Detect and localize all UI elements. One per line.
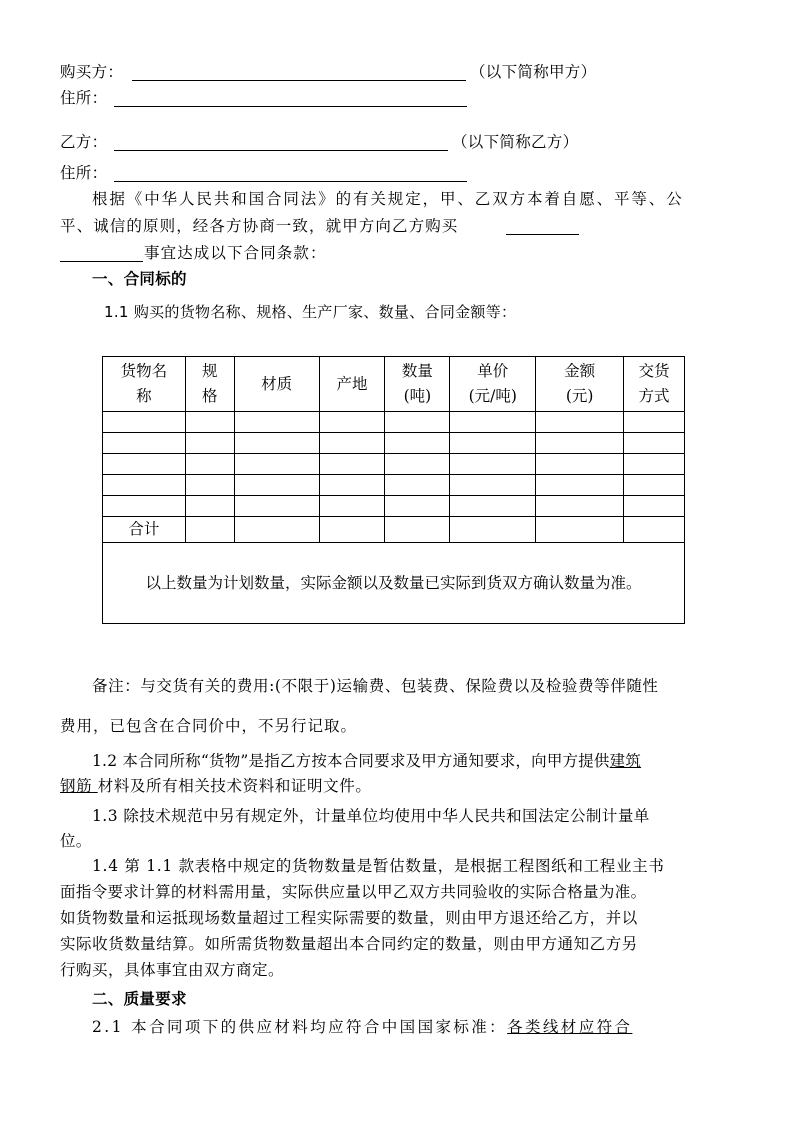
seller-suffix: （以下简称乙方） [452, 133, 579, 151]
table-note-row [103, 543, 685, 624]
purchase-item-line-2[interactable] [60, 261, 143, 262]
intro-line-2: 平、诚信的原则，经各方协商一致，就甲方向乙方购买 [60, 217, 459, 235]
intro-line-1: 根据《中华人民共和国合同法》的有关规定，甲、乙双方本着自愿、平等、公 [92, 190, 684, 208]
clause-1-1: 1.1 购买的货物名称、规格、生产厂家、数量、合同金额等： [104, 303, 517, 321]
purchase-item-line[interactable] [506, 234, 579, 235]
header-origin: 产地 [319, 357, 385, 412]
buyer-label: 购买方： [60, 63, 124, 81]
section1-heading: 一、合同标的 [92, 270, 187, 288]
header-goods-name: 货物名 称 [103, 357, 186, 412]
total-label: 合计 [103, 517, 186, 543]
table-row [103, 412, 685, 433]
intro-line-3: 事宜达成以下合同条款： [144, 244, 327, 262]
clause-1-2-line-1: 1.2 本合同所称“货物”是指乙方按本合同要求及甲方通知要求，向甲方提供建筑 [92, 752, 642, 770]
buyer-address-line[interactable] [114, 106, 467, 107]
table-row [103, 433, 685, 454]
table-row [103, 496, 685, 517]
section2-heading: 二、质量要求 [92, 990, 187, 1008]
clause-1-4-line-1: 1.4 第 1.1 款表格中规定的货物数量是暂估数量，是根据工程图纸和工程业主书 [92, 857, 665, 875]
header-material: 材质 [234, 357, 319, 412]
buyer-suffix: （以下简称甲方） [470, 63, 597, 81]
seller-label: 乙方： [60, 133, 108, 151]
table-row [103, 475, 685, 496]
material-name-underlined: 建筑 [609, 752, 642, 770]
table-row [103, 454, 685, 475]
header-spec: 规 格 [185, 357, 234, 412]
goods-table [102, 356, 685, 624]
table-note: 以上数量为计划数量，实际金额以及数量已实际到货双方确认数量为准。 [103, 543, 685, 624]
seller-name-line[interactable] [114, 150, 448, 151]
header-quantity: 数量 (吨) [385, 357, 450, 412]
buyer-name-line[interactable] [132, 80, 466, 81]
clause-1-3-line-1: 1.3 除技术规范中另有规定外，计量单位均使用中华人民共和国法定公制计量单 [92, 807, 650, 825]
clause-2-1: 2.1 本合同项下的供应材料均应符合中国国家标准：各类线材应符合 [92, 1018, 633, 1036]
standard-underlined: 各类线材应符合 [507, 1018, 633, 1036]
remark-line-1: 备注：与交货有关的费用:(不限于)运输费、包装费、保险费以及检验费等伴随性 [92, 677, 659, 695]
clause-1-4-line-2: 面指令要求计算的材料需用量，实际供应量以甲乙双方共同验收的实际合格量为准。 [60, 883, 647, 901]
header-amount: 金额 (元) [536, 357, 624, 412]
clause-1-3-line-2: 位。 [60, 832, 92, 850]
table-header-row [103, 357, 685, 412]
clause-1-4-line-5: 行购买，具体事宜由双方商定。 [60, 961, 285, 979]
remark-line-2: 费用，已包含在合同价中，不另行记取。 [60, 717, 358, 735]
header-unit-price: 单价 (元/吨) [450, 357, 536, 412]
table-total-row [103, 517, 685, 543]
clause-1-4-line-3: 如货物数量和运抵现场数量超过工程实际需要的数量，则由甲方退还给乙方，并以 [60, 909, 638, 927]
seller-address-line[interactable] [114, 181, 467, 182]
header-delivery: 交货 方式 [624, 357, 685, 412]
buyer-address-label: 住所： [60, 89, 108, 107]
seller-address-label: 住所： [60, 164, 108, 182]
clause-1-2-line-2: 钢筋 材料及所有相关技术资料和证明文件。 [60, 777, 372, 795]
clause-1-4-line-4: 实际收货数量结算。如所需货物数量超出本合同约定的数量，则由甲方通知乙方另 [60, 935, 638, 953]
